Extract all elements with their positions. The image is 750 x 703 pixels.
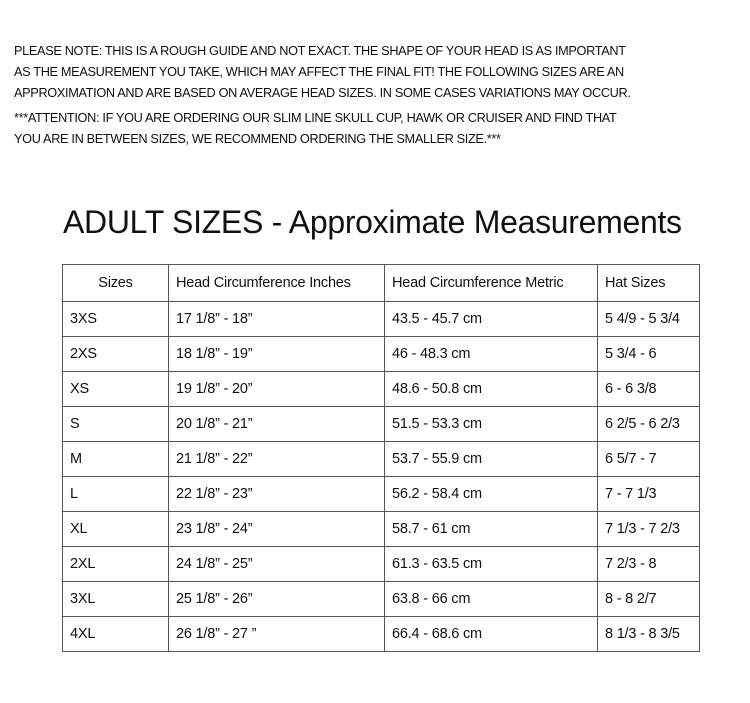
cell-inches: 25 1/8” - 26” xyxy=(169,582,385,617)
cell-metric: 51.5 - 53.3 cm xyxy=(385,407,598,442)
cell-metric: 46 - 48.3 cm xyxy=(385,337,598,372)
cell-metric: 53.7 - 55.9 cm xyxy=(385,442,598,477)
size-chart-title: ADULT SIZES - Approximate Measurements xyxy=(63,204,682,240)
cell-inches: 21 1/8” - 22” xyxy=(169,442,385,477)
cell-metric: 66.4 - 68.6 cm xyxy=(385,617,598,652)
note-line: AS THE MEASUREMENT YOU TAKE, WHICH MAY AFFECT THE FINAL FIT! THE FOLLOWING SIZES ARE AN xyxy=(14,64,624,79)
cell-inches: 26 1/8” - 27 ” xyxy=(169,617,385,652)
header-hat-sizes: Hat Sizes xyxy=(598,265,700,302)
cell-size: 2XL xyxy=(63,547,169,582)
cell-size: 3XS xyxy=(63,302,169,337)
cell-metric: 48.6 - 50.8 cm xyxy=(385,372,598,407)
cell-inches: 17 1/8” - 18” xyxy=(169,302,385,337)
size-chart-table xyxy=(62,264,700,652)
cell-size: 4XL xyxy=(63,617,169,652)
cell-metric: 61.3 - 63.5 cm xyxy=(385,547,598,582)
cell-metric: 63.8 - 66 cm xyxy=(385,582,598,617)
cell-inches: 20 1/8” - 21” xyxy=(169,407,385,442)
cell-size: 3XL xyxy=(63,582,169,617)
cell-inches: 19 1/8” - 20” xyxy=(169,372,385,407)
table-row xyxy=(63,477,700,512)
cell-size: XS xyxy=(63,372,169,407)
cell-metric: 58.7 - 61 cm xyxy=(385,512,598,547)
cell-hat-size: 6 - 6 3/8 xyxy=(598,372,700,407)
header-inches: Head Circumference Inches xyxy=(169,265,385,302)
cell-size: 2XS xyxy=(63,337,169,372)
attention-line: ***ATTENTION: IF YOU ARE ORDERING OUR SLIM LINE SKULL CUP, HAWK OR CRUISER AND FIND THAT xyxy=(14,110,617,125)
cell-inches: 23 1/8” - 24” xyxy=(169,512,385,547)
table-row xyxy=(63,582,700,617)
cell-hat-size: 8 1/3 - 8 3/5 xyxy=(598,617,700,652)
table-header-row xyxy=(63,265,700,302)
cell-hat-size: 7 2/3 - 8 xyxy=(598,547,700,582)
cell-hat-size: 6 5/7 - 7 xyxy=(598,442,700,477)
table-row xyxy=(63,617,700,652)
header-metric: Head Circumference Metric xyxy=(385,265,598,302)
table-row xyxy=(63,442,700,477)
cell-size: XL xyxy=(63,512,169,547)
cell-hat-size: 5 3/4 - 6 xyxy=(598,337,700,372)
table-row xyxy=(63,547,700,582)
cell-hat-size: 7 1/3 - 7 2/3 xyxy=(598,512,700,547)
cell-hat-size: 7 - 7 1/3 xyxy=(598,477,700,512)
note-line: APPROXIMATION AND ARE BASED ON AVERAGE HEAD SIZES. IN SOME CASES VARIATIONS MAY OCCUR. xyxy=(14,85,631,100)
table-row xyxy=(63,512,700,547)
cell-size: L xyxy=(63,477,169,512)
table-row xyxy=(63,302,700,337)
cell-hat-size: 6 2/5 - 6 2/3 xyxy=(598,407,700,442)
note-paragraph xyxy=(14,40,718,103)
table-row xyxy=(63,372,700,407)
cell-size: M xyxy=(63,442,169,477)
cell-metric: 56.2 - 58.4 cm xyxy=(385,477,598,512)
cell-inches: 22 1/8” - 23” xyxy=(169,477,385,512)
cell-size: S xyxy=(63,407,169,442)
attention-paragraph xyxy=(14,107,718,149)
cell-inches: 24 1/8” - 25” xyxy=(169,547,385,582)
cell-inches: 18 1/8” - 19” xyxy=(169,337,385,372)
header-sizes: Sizes xyxy=(63,265,169,302)
attention-line: YOU ARE IN BETWEEN SIZES, WE RECOMMEND ORDERING THE SMALLER SIZE.*** xyxy=(14,131,501,146)
cell-metric: 43.5 - 45.7 cm xyxy=(385,302,598,337)
cell-hat-size: 5 4/9 - 5 3/4 xyxy=(598,302,700,337)
note-line: PLEASE NOTE: THIS IS A ROUGH GUIDE AND NOT EXACT. THE SHAPE OF YOUR HEAD IS AS IMPORTANT xyxy=(14,43,626,58)
cell-hat-size: 8 - 8 2/7 xyxy=(598,582,700,617)
table-row xyxy=(63,337,700,372)
disclaimer-notes xyxy=(14,40,718,153)
table-row xyxy=(63,407,700,442)
